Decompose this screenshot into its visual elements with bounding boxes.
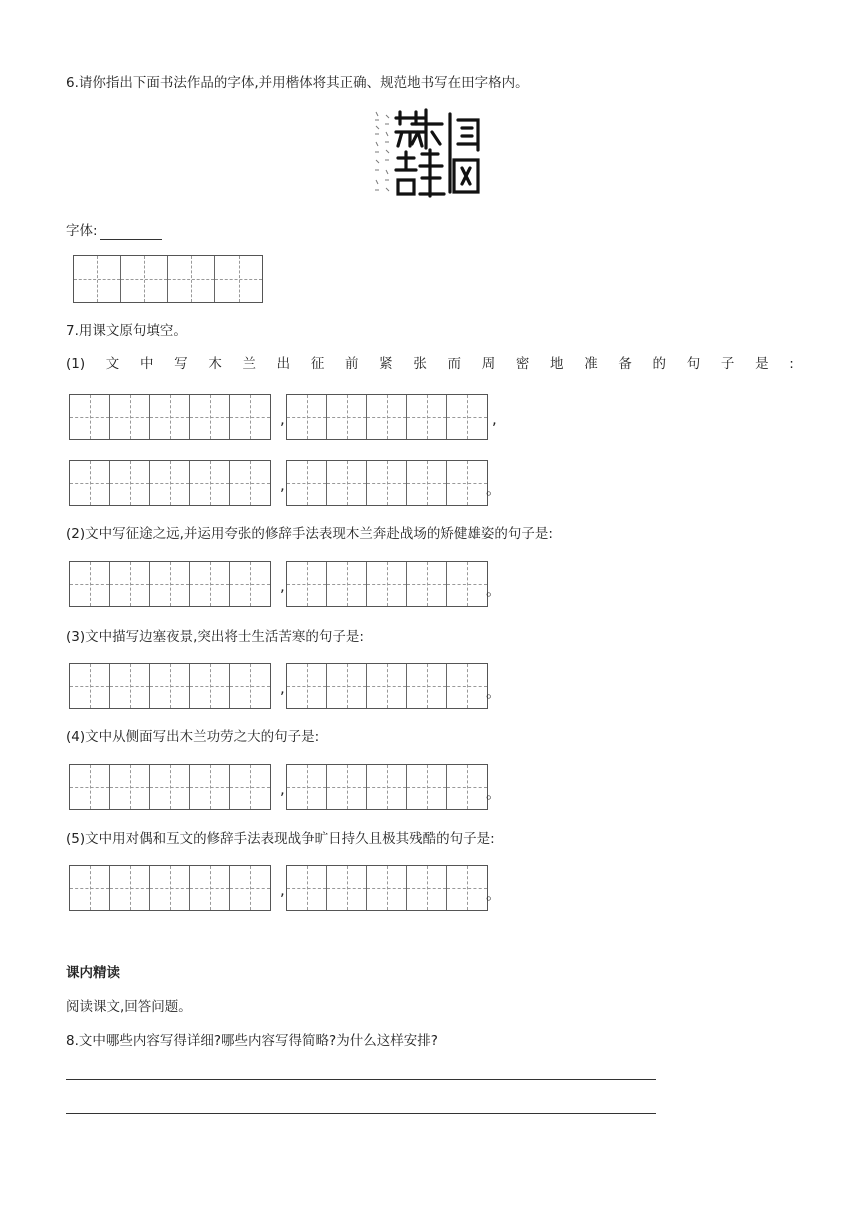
font-answer-row — [66, 222, 162, 240]
tianzige-grid[interactable] — [286, 663, 488, 709]
tianzige-cell[interactable] — [190, 562, 230, 606]
section-instruction: 阅读课文,回答问题。 — [66, 999, 192, 1015]
comma: , — [280, 881, 285, 899]
tianzige-cell[interactable] — [407, 765, 447, 809]
tianzige-cell[interactable] — [287, 664, 327, 708]
tianzige-cell[interactable] — [407, 866, 447, 910]
tianzige-cell[interactable] — [121, 256, 168, 302]
tianzige-grid[interactable] — [69, 764, 271, 810]
tianzige-cell[interactable] — [74, 256, 121, 302]
comma: , — [280, 780, 285, 798]
tianzige-grid[interactable] — [286, 561, 488, 607]
tianzige-cell[interactable] — [230, 461, 270, 505]
tianzige-cell[interactable] — [70, 395, 110, 439]
tianzige-cell[interactable] — [327, 866, 367, 910]
period: 。 — [486, 683, 502, 701]
tianzige-cell[interactable] — [367, 664, 407, 708]
tianzige-grid-q6[interactable] — [73, 255, 263, 303]
tianzige-cell[interactable] — [447, 461, 487, 505]
section-heading: 课内精读 — [66, 965, 120, 981]
tianzige-cell[interactable] — [150, 562, 190, 606]
tianzige-cell[interactable] — [367, 765, 407, 809]
q7-item-3-label: (3)文中描写边塞夜景,突出将士生活苦寒的句子是: — [66, 629, 364, 645]
tianzige-cell[interactable] — [367, 395, 407, 439]
tianzige-cell[interactable] — [287, 866, 327, 910]
tianzige-cell[interactable] — [70, 765, 110, 809]
comma: , — [280, 679, 285, 697]
question-6-text: 6.请你指出下面书法作品的字体,并用楷体将其正确、规范地书写在田字格内。 — [66, 75, 529, 91]
tianzige-cell[interactable] — [407, 664, 447, 708]
tianzige-cell[interactable] — [367, 461, 407, 505]
tianzige-cell[interactable] — [407, 395, 447, 439]
font-answer-blank[interactable] — [100, 225, 162, 240]
tianzige-cell[interactable] — [150, 461, 190, 505]
period: 。 — [486, 581, 502, 599]
tianzige-cell[interactable] — [230, 395, 270, 439]
tianzige-cell[interactable] — [168, 256, 215, 302]
answer-line[interactable] — [66, 1079, 656, 1080]
comma: , — [280, 476, 285, 494]
tianzige-cell[interactable] — [110, 395, 150, 439]
tianzige-cell[interactable] — [407, 562, 447, 606]
comma: , — [492, 410, 497, 428]
tianzige-cell[interactable] — [215, 256, 262, 302]
tianzige-cell[interactable] — [287, 461, 327, 505]
tianzige-cell[interactable] — [110, 765, 150, 809]
comma: , — [280, 410, 285, 428]
tianzige-cell[interactable] — [287, 395, 327, 439]
q7-item-5-label: (5)文中用对偶和互文的修辞手法表现战争旷日持久且极其残酷的句子是: — [66, 831, 495, 847]
tianzige-grid[interactable] — [286, 865, 488, 911]
tianzige-grid[interactable] — [69, 663, 271, 709]
tianzige-cell[interactable] — [70, 461, 110, 505]
tianzige-cell[interactable] — [230, 664, 270, 708]
tianzige-cell[interactable] — [407, 461, 447, 505]
tianzige-grid[interactable] — [69, 865, 271, 911]
tianzige-cell[interactable] — [70, 866, 110, 910]
tianzige-cell[interactable] — [327, 765, 367, 809]
question-8-text: 8.文中哪些内容写得详细?哪些内容写得简略?为什么这样安排? — [66, 1033, 438, 1049]
comma: , — [280, 577, 285, 595]
answer-line[interactable] — [66, 1113, 656, 1114]
tianzige-cell[interactable] — [190, 765, 230, 809]
tianzige-cell[interactable] — [447, 664, 487, 708]
q7-item-4-label: (4)文中从侧面写出木兰功劳之大的句子是: — [66, 729, 320, 745]
period: 。 — [486, 784, 502, 802]
tianzige-cell[interactable] — [327, 562, 367, 606]
tianzige-grid[interactable] — [286, 460, 488, 506]
tianzige-cell[interactable] — [327, 664, 367, 708]
tianzige-grid[interactable] — [69, 460, 271, 506]
tianzige-cell[interactable] — [150, 765, 190, 809]
tianzige-cell[interactable] — [327, 395, 367, 439]
tianzige-cell[interactable] — [287, 562, 327, 606]
tianzige-cell[interactable] — [230, 562, 270, 606]
tianzige-cell[interactable] — [190, 395, 230, 439]
q7-item-1-label: (1) 文 中 写 木 兰 出 征 前 紧 张 而 周 密 地 准 备 的 句 子 是 : — [66, 356, 794, 372]
tianzige-cell[interactable] — [110, 461, 150, 505]
tianzige-cell[interactable] — [190, 461, 230, 505]
tianzige-cell[interactable] — [287, 765, 327, 809]
calligraphy-image — [366, 100, 486, 205]
tianzige-cell[interactable] — [150, 395, 190, 439]
tianzige-cell[interactable] — [150, 664, 190, 708]
period: 。 — [486, 885, 502, 903]
tianzige-grid[interactable] — [69, 561, 271, 607]
tianzige-cell[interactable] — [367, 562, 407, 606]
tianzige-cell[interactable] — [110, 562, 150, 606]
period: 。 — [486, 480, 502, 498]
tianzige-cell[interactable] — [110, 866, 150, 910]
tianzige-cell[interactable] — [70, 562, 110, 606]
tianzige-cell[interactable] — [190, 664, 230, 708]
tianzige-cell[interactable] — [447, 395, 487, 439]
tianzige-cell[interactable] — [447, 562, 487, 606]
tianzige-grid[interactable] — [286, 394, 488, 440]
tianzige-grid[interactable] — [286, 764, 488, 810]
tianzige-cell[interactable] — [230, 765, 270, 809]
tianzige-cell[interactable] — [70, 664, 110, 708]
font-label: 字体: — [66, 223, 98, 239]
tianzige-cell[interactable] — [367, 866, 407, 910]
question-7-text: 7.用课文原句填空。 — [66, 323, 187, 339]
tianzige-cell[interactable] — [110, 664, 150, 708]
q7-item-2-label: (2)文中写征途之远,并运用夸张的修辞手法表现木兰奔赴战场的矫健雄姿的句子是: — [66, 526, 553, 542]
tianzige-cell[interactable] — [327, 461, 367, 505]
tianzige-cell[interactable] — [447, 866, 487, 910]
tianzige-cell[interactable] — [230, 866, 270, 910]
tianzige-cell[interactable] — [447, 765, 487, 809]
tianzige-cell[interactable] — [150, 866, 190, 910]
tianzige-grid[interactable] — [69, 394, 271, 440]
tianzige-cell[interactable] — [190, 866, 230, 910]
